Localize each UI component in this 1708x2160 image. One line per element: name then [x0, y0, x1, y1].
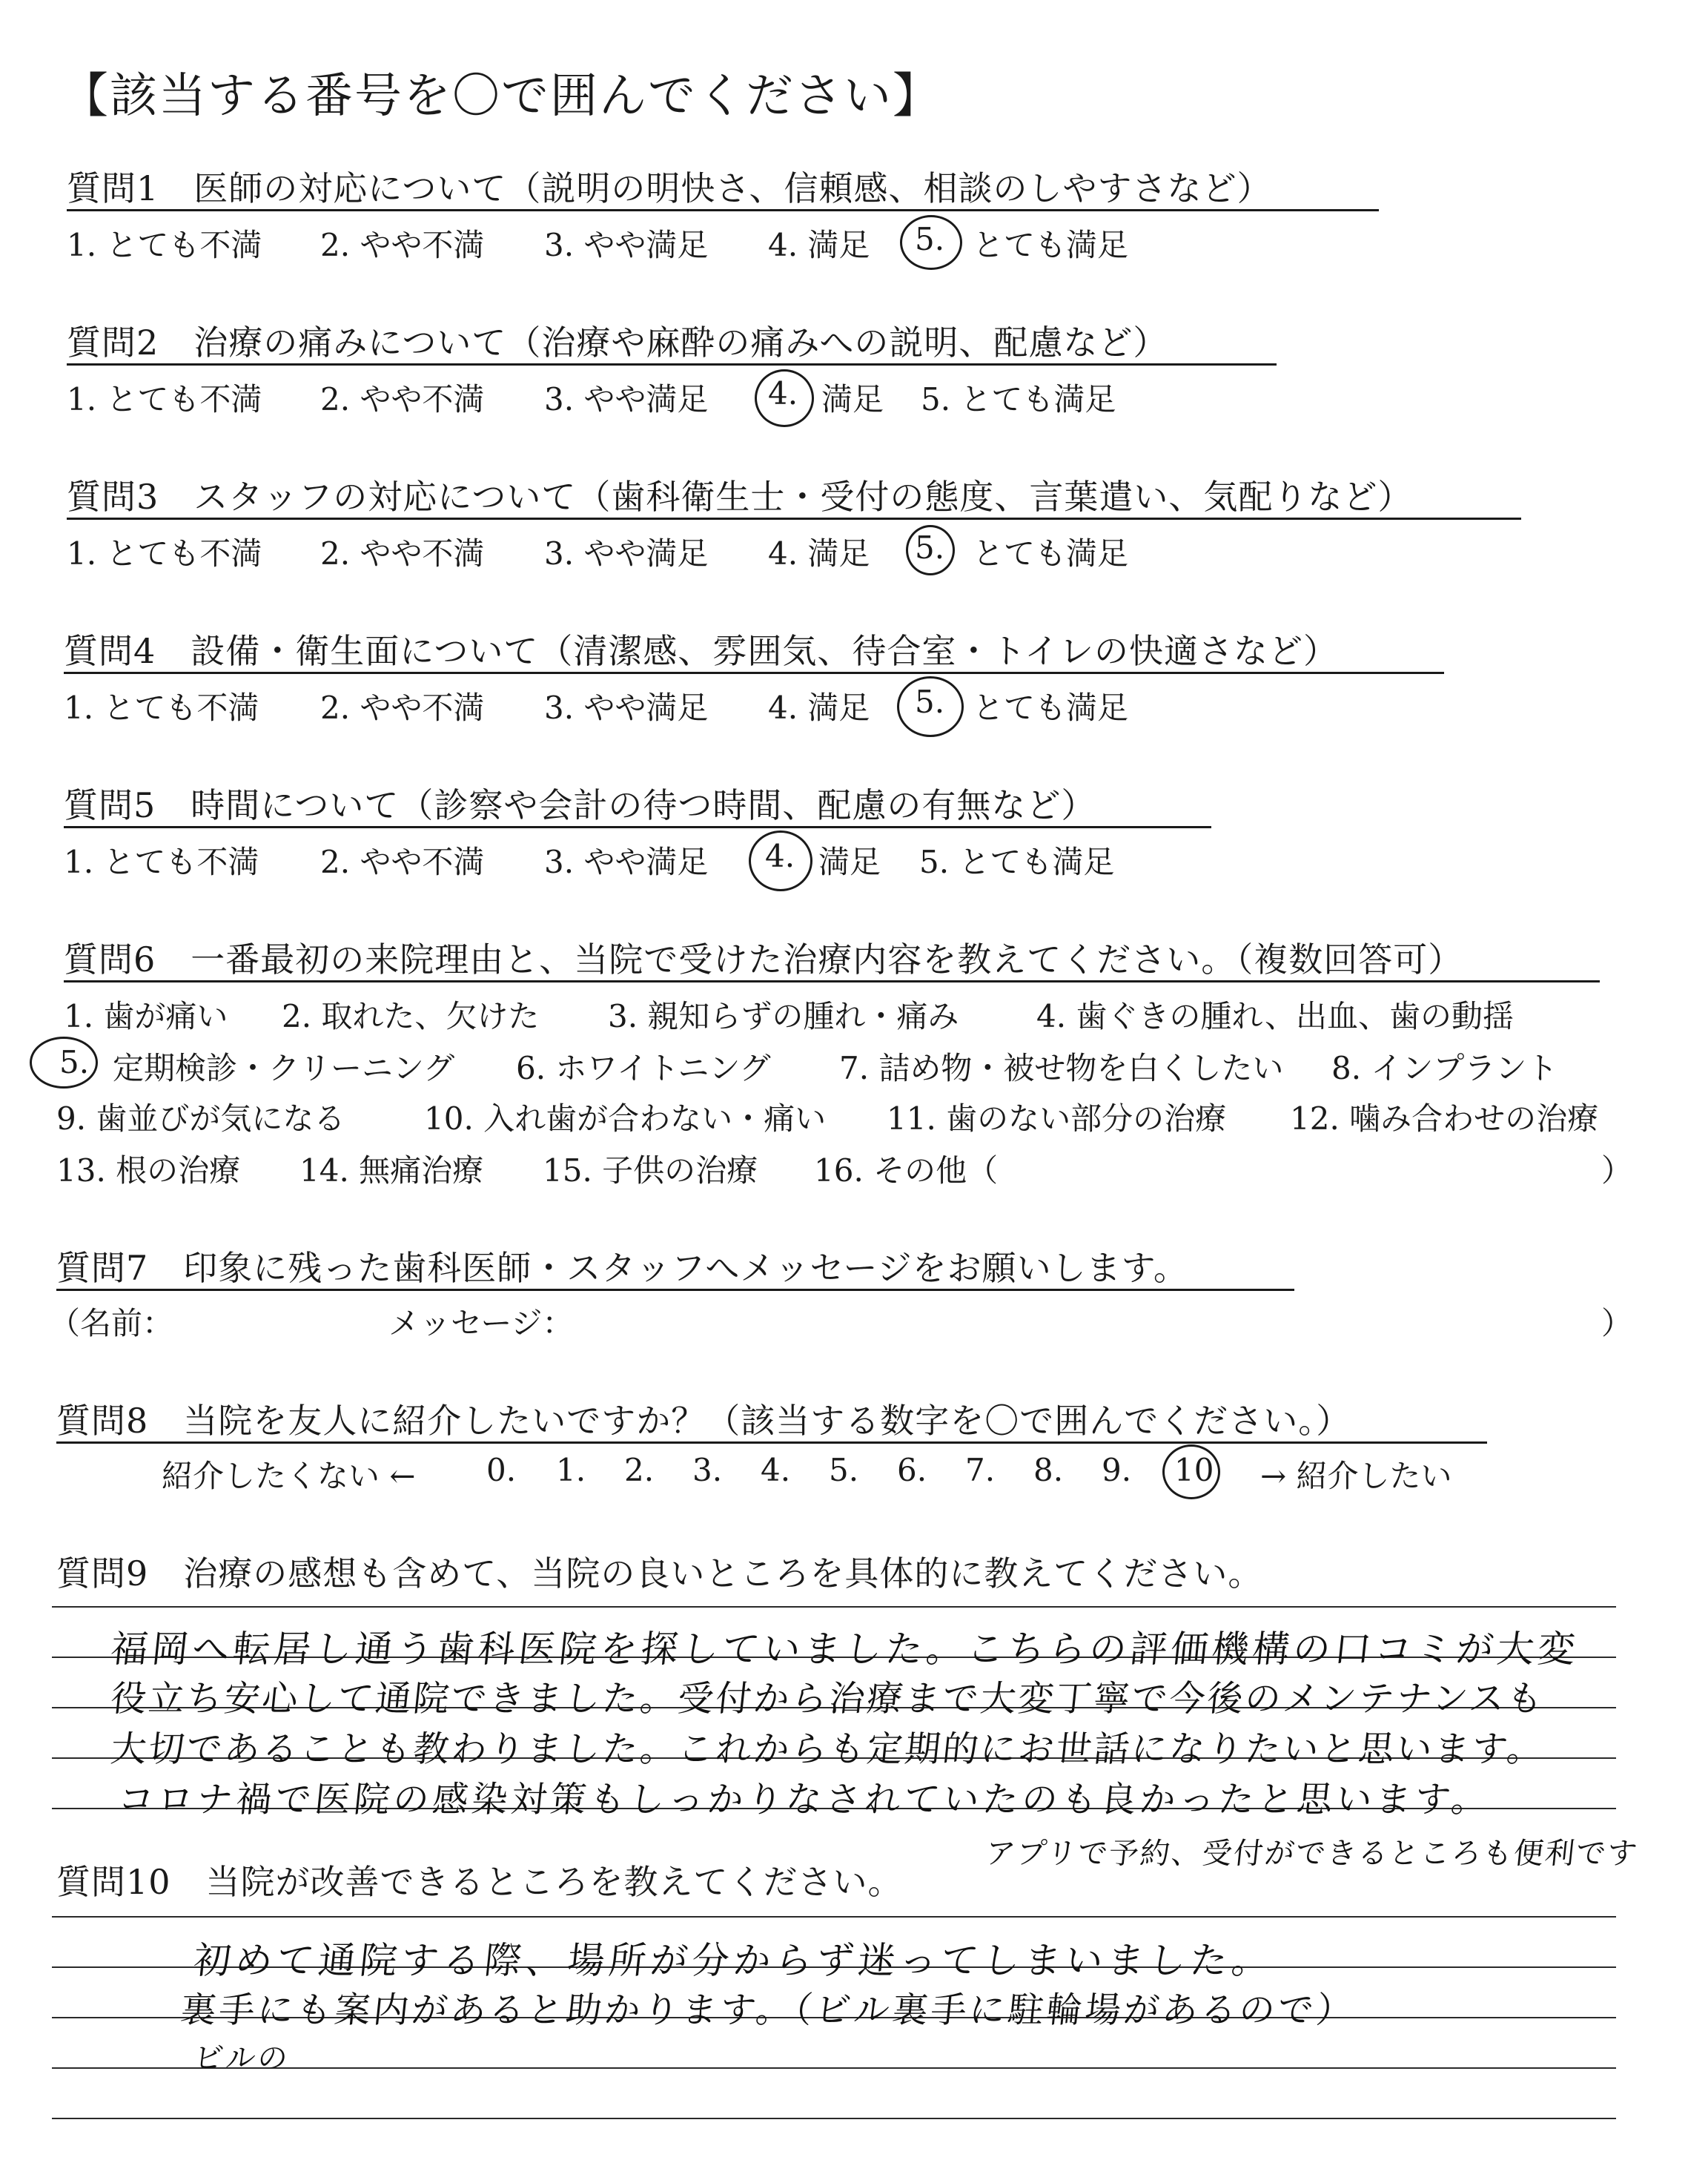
- q2-option-2[interactable]: 2. やや不満: [320, 381, 485, 417]
- q6-title: 質問6 一番最初の来院理由と、当院で受けた治療内容を教えてください。（複数回答可）: [64, 939, 1463, 980]
- q1-selected-circle: [900, 215, 962, 270]
- q8-score-3[interactable]: 3.: [692, 1452, 723, 1488]
- q4-title: 質問4 設備・衛生面について（清潔感、雰囲気、待合室・トイレの快適さなど）: [64, 631, 1339, 671]
- q6-option-16[interactable]: 16. その他（: [814, 1152, 999, 1189]
- q1-option-5-label[interactable]: とても満足: [973, 227, 1129, 263]
- q3-underline: [67, 518, 1521, 520]
- q8-selected-circle: [1162, 1444, 1220, 1499]
- q5-option-1[interactable]: 1. とても不満: [64, 844, 259, 880]
- q5-option-4-number[interactable]: 4.: [765, 838, 795, 874]
- q5-underline: [64, 826, 1211, 828]
- q9-answer-line-1: 福岡へ転居し通う歯科医院を探していました。こちらの評価機構の口コミが大変: [108, 1628, 1581, 1671]
- q5-option-5[interactable]: 5. とても満足: [919, 844, 1115, 880]
- q1-underline: [67, 209, 1379, 211]
- q8-right-label: → 紹介したい: [1260, 1458, 1452, 1494]
- q9-title: 質問9 治療の感想も含めて、当院の良いところを具体的に教えてください。: [56, 1553, 1263, 1593]
- q4-option-5-number[interactable]: 5.: [915, 684, 945, 720]
- q4-selected-circle: [897, 676, 964, 737]
- q6-selected-circle: [30, 1037, 98, 1089]
- q6-option-5-number[interactable]: 5.: [59, 1044, 90, 1080]
- q3-option-4[interactable]: 4. 満足: [768, 535, 870, 572]
- q4-option-1[interactable]: 1. とても不満: [64, 690, 259, 726]
- q3-option-5-label[interactable]: とても満足: [973, 535, 1129, 572]
- q6-option-11[interactable]: 11. 歯のない部分の治療: [887, 1100, 1227, 1137]
- q7-message-label: メッセージ：: [388, 1305, 574, 1341]
- q5-option-4-label[interactable]: 満足: [818, 844, 881, 880]
- q1-option-2[interactable]: 2. やや不満: [320, 227, 485, 263]
- q6-option-14[interactable]: 14. 無痛治療: [299, 1152, 484, 1189]
- q6-option-7[interactable]: 7. 詰め物・被せ物を白くしたい: [839, 1050, 1284, 1086]
- q6-option-10[interactable]: 10. 入れ歯が合わない・痛い: [424, 1100, 827, 1137]
- q10-title: 質問10 当院が改善できるところを教えてください。: [56, 1862, 903, 1902]
- q9-answer-line-3: 大切であることも教わりました。これからも定期的にお世話になりたいと思います。: [108, 1728, 1547, 1770]
- q9-rule-1: [52, 1606, 1616, 1608]
- q6-option-2[interactable]: 2. 取れた、欠けた: [282, 998, 540, 1034]
- q8-underline: [56, 1441, 1487, 1444]
- q8-score-5[interactable]: 5.: [829, 1452, 859, 1488]
- q5-title: 質問5 時間について（診察や会計の待つ時間、配慮の有無など）: [64, 785, 1096, 825]
- q3-selected-circle: [906, 525, 955, 575]
- q6-option-4[interactable]: 4. 歯ぐきの腫れ、出血、歯の動揺: [1036, 998, 1514, 1034]
- q2-option-4-label[interactable]: 満足: [821, 381, 884, 417]
- q9-side-note: アプリで予約、受付ができるところも便利です: [984, 1837, 1641, 1871]
- q10-rule-5: [52, 2118, 1616, 2119]
- q6-option-5-label[interactable]: 定期検診・クリーニング: [113, 1050, 455, 1086]
- q1-option-4[interactable]: 4. 満足: [768, 227, 870, 263]
- q1-option-1[interactable]: 1. とても不満: [67, 227, 262, 263]
- q10-answer-line-2: 裏手にも案内があると助かります。（ビル裏手に駐輪場があるので）: [178, 1989, 1357, 2031]
- q7-name-label: （名前：: [49, 1305, 174, 1341]
- q7-close-paren: ）: [1601, 1305, 1633, 1341]
- q5-selected-circle: [749, 830, 812, 891]
- q7-underline: [56, 1289, 1294, 1291]
- q4-option-2[interactable]: 2. やや不満: [320, 690, 485, 726]
- q7-title: 質問7 印象に残った歯科医師・スタッフへメッセージをお願いします。: [56, 1248, 1188, 1288]
- q10-answer-line-1: 初めて通院する際、場所が分からず迷ってしまいました。: [191, 1939, 1276, 1982]
- q6-option-3[interactable]: 3. 親知らずの腫れ・痛み: [608, 998, 959, 1034]
- q6-option-15[interactable]: 15. 子供の治療: [543, 1152, 758, 1189]
- q2-title: 質問2 治療の痛みについて（治療や麻酔の痛みへの説明、配慮など）: [67, 323, 1168, 363]
- q6-option-8[interactable]: 8. インプラント: [1331, 1050, 1558, 1086]
- q6-other-close-paren: ）: [1601, 1152, 1633, 1189]
- q1-title: 質問1 医師の対応について（説明の明快さ、信頼感、相談のしやすさなど）: [67, 168, 1272, 208]
- q2-option-1[interactable]: 1. とても不満: [67, 381, 262, 417]
- q4-option-4[interactable]: 4. 満足: [768, 690, 870, 726]
- q10-rule-1: [52, 1916, 1616, 1918]
- q6-option-6[interactable]: 6. ホワイトニング: [516, 1050, 771, 1086]
- q5-option-3[interactable]: 3. やや満足: [544, 844, 709, 880]
- q2-selected-circle: [755, 369, 814, 427]
- q8-score-2[interactable]: 2.: [624, 1452, 655, 1488]
- q8-score-4[interactable]: 4.: [761, 1452, 791, 1488]
- q8-score-6[interactable]: 6.: [897, 1452, 927, 1488]
- q6-option-9[interactable]: 9. 歯並びが気になる: [56, 1100, 345, 1137]
- q2-option-3[interactable]: 3. やや満足: [544, 381, 709, 417]
- q8-score-9[interactable]: 9.: [1102, 1452, 1132, 1488]
- q3-title: 質問3 スタッフの対応について（歯科衛生士・受付の態度、言葉遣い、気配りなど）: [67, 477, 1413, 517]
- q2-underline: [67, 363, 1277, 366]
- form-header: 【該当する番号を〇で囲んでください】: [61, 69, 941, 124]
- q8-score-8[interactable]: 8.: [1033, 1452, 1064, 1488]
- q6-option-13[interactable]: 13. 根の治療: [56, 1152, 241, 1189]
- q8-score-1[interactable]: 1.: [556, 1452, 586, 1488]
- q5-option-2[interactable]: 2. やや不満: [320, 844, 485, 880]
- q2-option-5[interactable]: 5. とても満足: [921, 381, 1116, 417]
- q8-score-0[interactable]: 0.: [486, 1452, 517, 1488]
- q4-underline: [64, 672, 1444, 674]
- q8-score-10[interactable]: 10: [1174, 1452, 1214, 1488]
- q8-left-label: 紹介したくない ←: [162, 1458, 416, 1494]
- q6-underline: [64, 980, 1600, 982]
- q3-option-2[interactable]: 2. やや不満: [320, 535, 485, 572]
- q8-title: 質問8 当院を友人に紹介したいですか？（該当する数字を〇で囲んでください。）: [56, 1401, 1351, 1441]
- q8-score-7[interactable]: 7.: [965, 1452, 996, 1488]
- q3-option-3[interactable]: 3. やや満足: [544, 535, 709, 572]
- q4-option-3[interactable]: 3. やや満足: [544, 690, 709, 726]
- q4-option-5-label[interactable]: とても満足: [973, 690, 1129, 726]
- q3-option-1[interactable]: 1. とても不満: [67, 535, 262, 572]
- q9-answer-line-4: コロナ禍で医院の感染対策もしっかりなされていたのも良かったと思います。: [116, 1779, 1493, 1820]
- q3-option-5-number[interactable]: 5.: [915, 529, 945, 566]
- q1-option-3[interactable]: 3. やや満足: [544, 227, 709, 263]
- q9-answer-line-2: 役立ち安心して通院できました。受付から治療まで大変丁寧で今後のメンテナンスも: [108, 1678, 1547, 1720]
- q10-insert-note: ビルの: [192, 2041, 292, 2075]
- q1-option-5-number[interactable]: 5.: [915, 221, 945, 257]
- q6-option-12[interactable]: 12. 噛み合わせの治療: [1290, 1100, 1599, 1137]
- q2-option-4-number[interactable]: 4.: [768, 375, 798, 412]
- q6-option-1[interactable]: 1. 歯が痛い: [64, 998, 228, 1034]
